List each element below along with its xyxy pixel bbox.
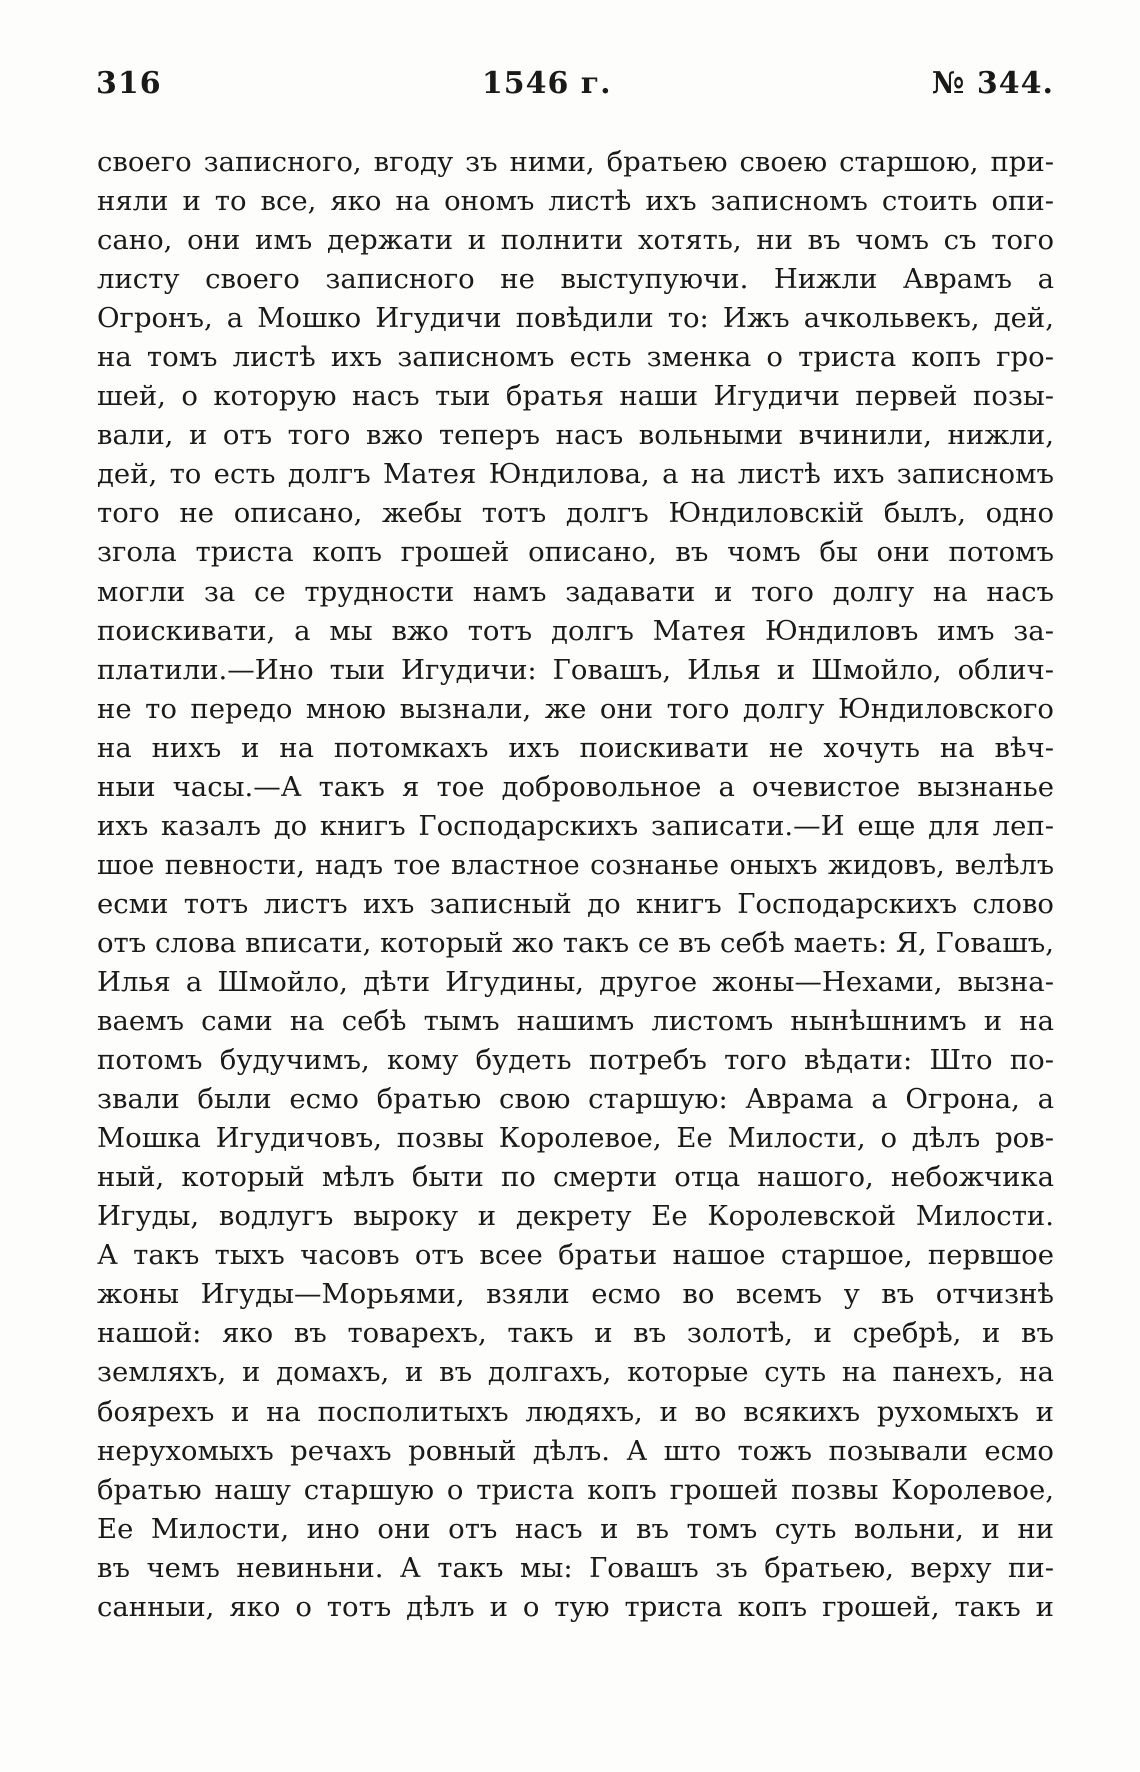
text-line: потомъ будучимъ, кому будеть потребъ того вѣдати: Што по- <box>97 1044 1054 1077</box>
text-line: ихъ казалъ до книгъ Господарскихъ записати.—И еще для леп- <box>97 809 1054 842</box>
text-line: А такъ тыхъ часовъ отъ всее братьи нашое старшое, первшое <box>97 1239 1054 1272</box>
text-line: листу своего записного не выступуючи. Нижли Аврамъ а <box>97 263 1054 296</box>
text-line: няли и то все, яко на ономъ листѣ ихъ записномъ стоить опи- <box>97 185 1054 218</box>
text-line: отъ слова вписати, который жо такъ се въ себѣ маеть: Я, Говашъ, <box>97 926 1054 959</box>
text-line: боярехъ и на посполитыхъ людяхъ, и во всякихъ рухомыхъ и <box>97 1395 1054 1428</box>
text-line: вали, и отъ того вжо теперъ насъ вольными вчинили, нижли, <box>97 419 1054 452</box>
text-line: нерухомыхъ речахъ ровный дѣлъ. А што тожъ позывали есмо <box>97 1434 1054 1467</box>
text-line: могли за се трудности намъ задавати и того долгу на насъ <box>97 575 1054 608</box>
text-line: Ее Милости, ино они отъ насъ и въ томъ суть вольни, и ни <box>97 1512 1054 1545</box>
text-line: поискивати, а мы вжо тотъ долгъ Матея Юндиловъ имъ за- <box>97 614 1054 647</box>
text-line: шей, о которую насъ тыи братья наши Игудичи первей позы- <box>97 380 1054 413</box>
text-line: на нихъ и на потомкахъ ихъ поискивати не хочуть на вѣч- <box>97 731 1054 764</box>
text-line: ныи часы.—А такъ я тое добровольное а очевистое вызнанье <box>97 770 1054 803</box>
text-line: згола триста копъ грошей описано, въ чомъ бы они потомъ <box>97 536 1054 569</box>
text-line: есми тотъ листъ ихъ записный до книгъ Господарскихъ слово <box>97 887 1054 920</box>
text-line: Илья а Шмойло, дѣти Игудины, другое жоны—Нехами, вызна- <box>97 965 1054 998</box>
text-line: своего записного, вгоду зъ ними, братьею своею старшою, при- <box>97 146 1054 178</box>
text-line: сано, они имъ держати и полнити хотять, ни въ чомъ съ того <box>97 224 1054 257</box>
running-header <box>96 66 1054 110</box>
text-line: того не описано, жебы тотъ долгъ Юндиловскій былъ, одно <box>97 497 1054 530</box>
page-number: 316 <box>96 66 162 101</box>
text-line: нашой: яко въ товарехъ, такъ и въ золотѣ, и сребрѣ, и въ <box>97 1317 1054 1350</box>
text-line: не то передо мною вызнали, же они того долгу Юндиловского <box>97 692 1054 725</box>
text-line: ваемъ сами на себѣ тымъ нашимъ листомъ нынѣшнимъ и на <box>97 1005 1054 1038</box>
year-heading: 1546 г. <box>481 66 612 101</box>
text-line: санныи, яко о тотъ дѣлъ и о тую триста копъ грошей, такъ и <box>97 1590 1054 1623</box>
text-line: Огронъ, а Мошко Игудичи повѣдили то: Ижъ ачкольвекъ, дей, <box>97 302 1054 335</box>
text-line: братью нашу старшую о триста копъ грошей позвы Королевое, <box>97 1473 1054 1506</box>
text-line: шое певности, надъ тое властное сознанье оныхъ жидовъ, велѣлъ <box>97 849 1054 881</box>
text-line: Мошка Игудичовъ, позвы Королевое, Ее Милости, о дѣлъ ров- <box>97 1122 1054 1155</box>
document-number: № 344. <box>931 66 1054 101</box>
text-line: на томъ листѣ ихъ записномъ есть зменка о триста копъ гро- <box>97 341 1054 374</box>
text-line: Игуды, водлугъ выроку и декрету Ее Королевской Милости. <box>97 1200 1054 1233</box>
text-line: платили.—Ино тыи Игудичи: Говашъ, Илья и Шмойло, облич- <box>97 653 1054 686</box>
text-line: въ чемъ невиньни. А такъ мы: Говашъ зъ братьею, верху пи- <box>97 1551 1054 1584</box>
text-line: дей, то есть долгъ Матея Юндилова, а на листѣ ихъ записномъ <box>97 458 1054 491</box>
text-line: жоны Игуды—Морьями, взяли есмо во всемъ у въ отчизнѣ <box>97 1278 1054 1311</box>
text-line: земляхъ, и домахъ, и въ долгахъ, которые суть на панехъ, на <box>97 1356 1054 1389</box>
document-body <box>97 143 1054 1627</box>
text-line: звали были есмо братью свою старшую: Аврама а Огрона, а <box>97 1083 1054 1116</box>
text-line: ный, который мѣлъ быти по смерти отца нашого, небожчика <box>97 1161 1054 1194</box>
